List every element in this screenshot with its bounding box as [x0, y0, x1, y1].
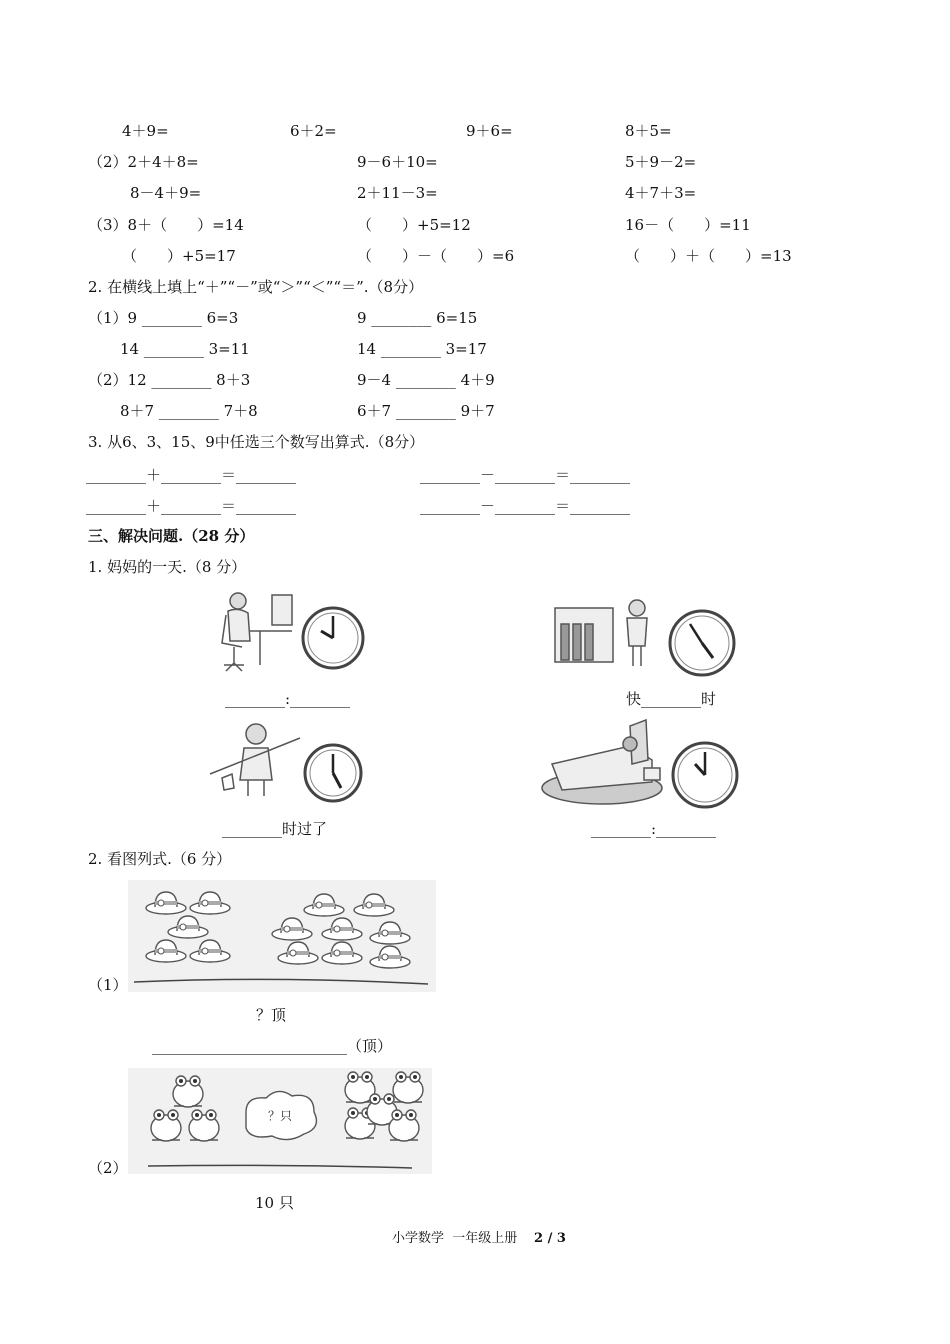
clock-icon	[301, 742, 365, 804]
calc-item: （ ）+5=12	[357, 216, 471, 234]
footer-label: 小学数学 一年级上册	[392, 1231, 518, 1246]
calc-item: （2）2＋4＋8=	[88, 153, 199, 171]
picture-total: 10 只	[255, 1194, 294, 1212]
calc-item: （ ）－（ ）=6	[357, 247, 515, 265]
calc-item: 4＋9=	[122, 122, 169, 140]
fill-item: （2）12 ________ 8＋3	[88, 371, 251, 389]
mom-cooking-picture	[553, 596, 663, 670]
sub-question: （2）	[88, 1159, 128, 1177]
clock-icon	[667, 608, 737, 678]
calc-item: 8－4＋9=	[130, 184, 202, 202]
picture-question: ？顶	[256, 1006, 287, 1024]
clock-icon	[300, 604, 366, 672]
question-title: 3. 从6、3、15、9中任选三个数写出算式.（8分）	[88, 433, 425, 451]
answer-line: __________________________（顶）	[152, 1037, 393, 1055]
blank-equation: ________－________＝________	[420, 497, 631, 515]
calc-item: 8＋5=	[625, 122, 672, 140]
fill-item: 8＋7 ________ 7＋8	[120, 402, 258, 420]
fill-item: 14 ________ 3=11	[120, 340, 250, 358]
answer-label: 快________时	[626, 690, 717, 708]
blank-equation: ________＋________＝________	[86, 497, 297, 515]
fill-item: 9 ________ 6=15	[357, 309, 478, 327]
blank-equation: ________－________＝________	[420, 466, 631, 484]
answer-label: ________:________	[591, 820, 717, 838]
girl-laundry-picture	[208, 718, 304, 800]
section-title: 三、解决问题.（28 分）	[88, 527, 255, 545]
question-title: 2. 在横线上填上“＋”“－”或“＞”“＜”“＝”.（8分）	[88, 278, 424, 296]
frogs-picture	[128, 1068, 432, 1174]
hats-picture	[128, 880, 436, 992]
fill-item: 9－4 ________ 4＋9	[357, 371, 495, 389]
clock-icon	[667, 740, 743, 810]
fill-item: （1）9 ________ 6=3	[88, 309, 239, 327]
sub-question: （1）	[88, 976, 128, 994]
calc-item: 2＋11－3=	[357, 184, 438, 202]
calc-item: 9＋6=	[466, 122, 513, 140]
page-number: 2 / 3	[534, 1231, 566, 1246]
calc-item: 9－6＋10=	[357, 153, 438, 171]
calc-item: 4＋7＋3=	[625, 184, 697, 202]
fill-item: 14 ________ 3=17	[357, 340, 487, 358]
answer-label: ________:________	[225, 690, 351, 708]
frogs-question-label: ？只	[267, 1109, 293, 1123]
question-title: 1. 妈妈的一天.（8 分）	[88, 558, 247, 576]
calc-item: 6＋2=	[290, 122, 337, 140]
bed-picture	[540, 716, 670, 808]
question-title: 2. 看图列式.（6 分）	[88, 850, 232, 868]
blank-equation: ________＋________＝________	[86, 466, 297, 484]
calc-item: 5＋9－2=	[625, 153, 697, 171]
calc-item: （3）8＋（ ）=14	[88, 216, 244, 234]
calc-item: （ ）+5=17	[122, 247, 236, 265]
fill-item: 6＋7 ________ 9＋7	[357, 402, 495, 420]
answer-label: ________时过了	[222, 820, 328, 838]
calc-item: 16－（ ）=11	[625, 216, 751, 234]
calc-item: （ ）＋（ ）=13	[625, 247, 792, 265]
